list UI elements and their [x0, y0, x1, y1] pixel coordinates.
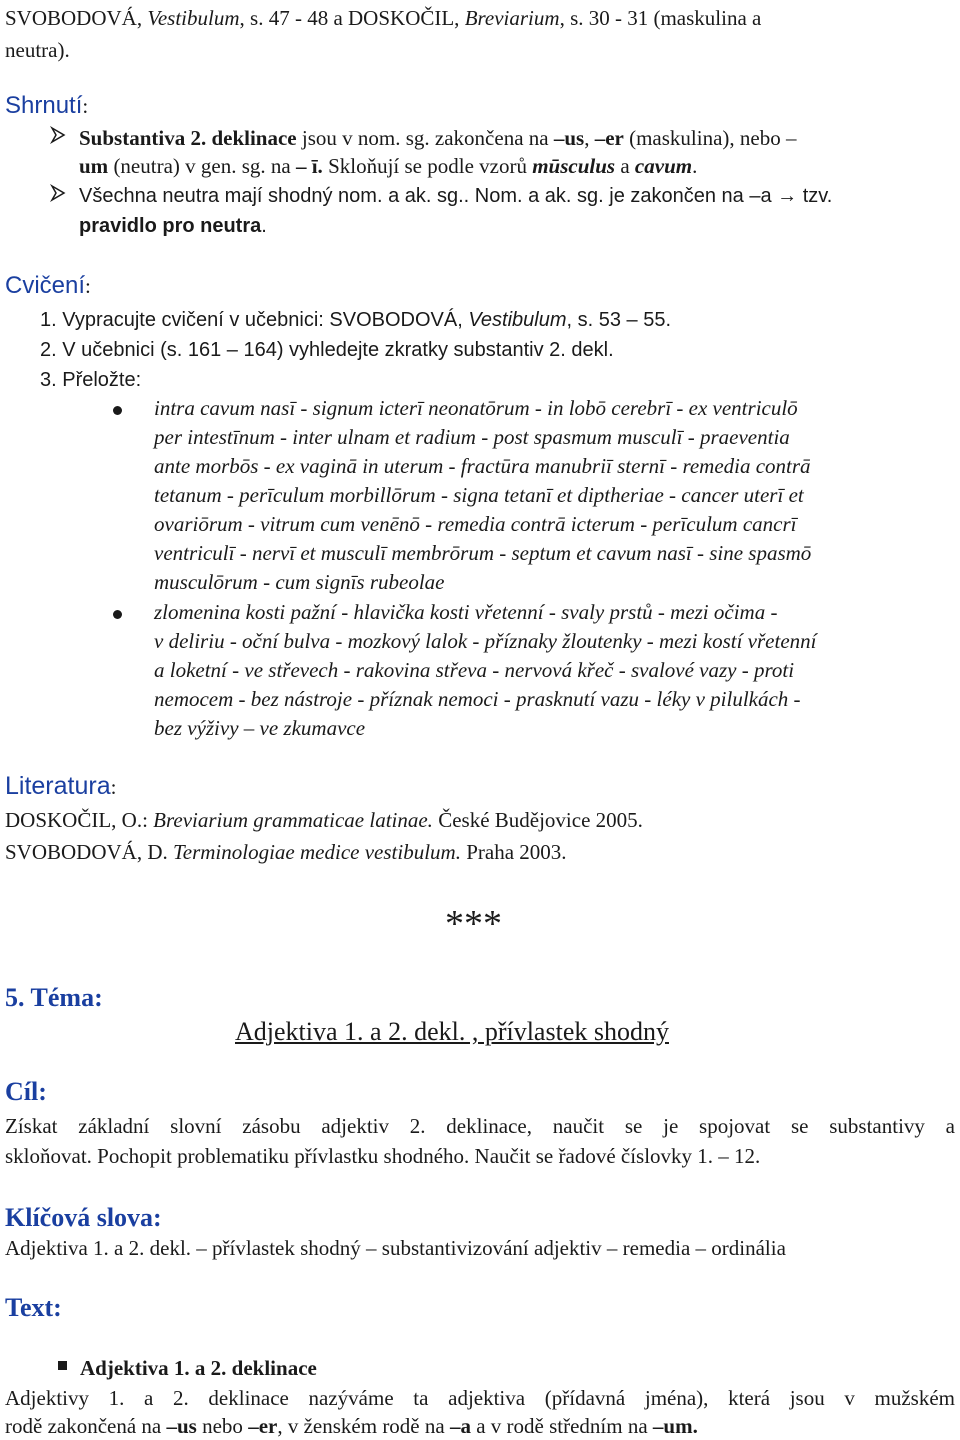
czech-line: [154, 685, 801, 713]
body-text: –us: [166, 1414, 197, 1438]
exercise-heading-text: Cvičení: [5, 272, 86, 299]
body-text: nebo: [196, 1414, 249, 1438]
literature-heading: [5, 772, 116, 801]
heading-colon: :: [110, 775, 117, 799]
latin-line: [154, 539, 811, 567]
summary-text: jsou v nom. sg. zakončena na: [296, 126, 554, 150]
body-text: a v rodě středním na: [470, 1414, 653, 1438]
keywords-label: Klíčová slova:: [5, 1203, 162, 1232]
summary-text: ,: [584, 126, 595, 150]
summary-text: um: [79, 154, 109, 178]
czech-line: [154, 656, 794, 684]
latin-line: [154, 452, 811, 480]
literature-ref-1: [5, 806, 643, 834]
reference-text: SVOBODOVÁ, D.: [5, 840, 174, 864]
reference-text: DOSKOČIL, O.:: [5, 808, 154, 832]
exercise-text: 1. Vypracujte cvičení v učebnici: SVOBODOVÁ,: [40, 309, 469, 331]
summary-text: .: [692, 154, 698, 178]
latin-line: [154, 423, 790, 451]
heading-colon: :: [85, 274, 91, 298]
intro-text: Breviarium: [464, 6, 560, 30]
exercise-text: 2. V učebnici (s. 161 – 164) vyhledejte zkratky substantiv 2. dekl.: [40, 339, 614, 361]
latin-line: [154, 394, 798, 422]
heading-colon: :: [82, 94, 89, 118]
square-bullet-icon: [58, 1361, 67, 1370]
body-text: –um.: [652, 1414, 698, 1438]
round-bullet-icon: [113, 406, 122, 415]
summary-item-1-line-2: [79, 152, 697, 180]
intro-text: SVOBODOVÁ,: [5, 6, 148, 30]
intro-text: , s. 30 - 31 (maskulina a: [559, 6, 762, 30]
reference-text: České Budějovice 2005.: [432, 808, 643, 832]
topic-title: Adjektiva 1. a 2. dekl. , přívlastek shodný: [235, 1017, 669, 1046]
latin-text: musculōrum - cum signīs rubeolae: [154, 570, 445, 594]
summary-text: pravidlo pro neutra: [79, 215, 262, 237]
intro-text: neutra).: [5, 38, 70, 62]
summary-item-2-line-1: [79, 182, 832, 210]
czech-line: [154, 627, 816, 655]
intro-text: , s. 47 - 48 a DOSKOČIL,: [239, 6, 465, 30]
arrowhead-bullet-icon: [50, 184, 66, 207]
summary-text: cavum: [634, 154, 693, 178]
czech-text: nemocem - bez nástroje - příznak nemoci - prasknutí vazu - léky v pilulkách -: [154, 687, 801, 711]
intro-line-2: [5, 36, 70, 64]
exercise-item-1: [40, 306, 671, 334]
exercise-text: 3. Přeložte:: [40, 369, 142, 391]
exercise-item-2: [40, 336, 614, 364]
latin-text: tetanum - perīculum morbillōrum - signa tetanī et diptheriae - cancer uterī et: [154, 483, 804, 507]
exercise-text: , s. 53 – 55.: [566, 309, 672, 331]
intro-line-1: [5, 4, 761, 32]
exercise-item-3: [40, 366, 141, 394]
summary-text: Skloňují se podle vzorů: [322, 154, 533, 178]
goal-line-1: Získat základní slovní zásobu adjektiv 2. deklinace, naučit se je spojovat se substantivy a: [5, 1114, 955, 1138]
round-bullet-icon: [113, 610, 122, 619]
exercise-heading: [5, 272, 91, 300]
summary-text: (maskulina), nebo –: [623, 126, 797, 150]
body-text: rodě zakončená na: [5, 1414, 167, 1438]
summary-item-1-line-1: [79, 124, 796, 152]
summary-text: a: [615, 154, 635, 178]
latin-text: ovariōrum - vitrum cum venēnō - remedia contrā icterum - perīculum cancrī: [154, 512, 797, 536]
text-subheading: Adjektiva 1. a 2. deklinace: [80, 1356, 317, 1380]
body-text: , v ženském rodě na: [277, 1414, 450, 1438]
summary-item-2-line-2: [79, 212, 267, 240]
czech-line: [154, 714, 365, 742]
body-text: –a: [449, 1414, 471, 1438]
latin-text: ventriculī - nervī et musculī membrōrum - septum et cavum nasī - sine spasmō: [154, 541, 812, 565]
summary-text: – ī.: [295, 154, 323, 178]
reference-text: Praha 2003.: [460, 840, 567, 864]
section-separator: ***: [445, 903, 502, 945]
czech-text: bez výživy – ve zkumavce: [154, 716, 366, 740]
reference-text: Terminologiae medice vestibulum.: [173, 840, 461, 864]
body-text: –er: [248, 1414, 278, 1438]
summary-text: (neutra) v gen. sg. na: [108, 154, 296, 178]
text-line-2: [5, 1412, 698, 1440]
summary-text: –er: [594, 126, 624, 150]
czech-text: v deliriu - oční bulva - mozkový lalok - příznaky žloutenky - mezi kostí vřetenní: [154, 629, 817, 653]
arrowhead-bullet-icon: [50, 126, 66, 149]
text-label: Text:: [5, 1293, 62, 1322]
summary-text: .: [261, 215, 267, 237]
czech-text: zlomenina kosti pažní - hlavička kosti vřetenní - svaly prstů - mezi očima -: [154, 600, 778, 624]
summary-text: mūsculus: [532, 154, 616, 178]
intro-text: Vestibulum: [147, 6, 240, 30]
latin-text: ante morbōs - ex vaginā in uterum - fractūra manubriī sternī - remedia contrā: [154, 454, 811, 478]
goal-line-2: skloňovat. Pochopit problematiku přívlastku shodného. Naučit se řadové číslovky 1. – 12.: [5, 1144, 761, 1168]
summary-heading-text: Shrnutí: [5, 92, 83, 119]
latin-line: [154, 481, 804, 509]
summary-heading: [5, 92, 88, 120]
summary-text: –us: [553, 126, 585, 150]
topic-label: 5. Téma:: [5, 983, 103, 1012]
latin-text: per intestīnum - inter ulnam et radium - post spasmum musculī - praeventia: [154, 425, 790, 449]
latin-text: intra cavum nasī - signum icterī neonatōrum - in lobō cerebrī - ex ventriculō: [154, 396, 798, 420]
exercise-text: Vestibulum: [468, 309, 567, 331]
summary-text: Substantiva 2. deklinace: [79, 126, 297, 150]
latin-line: [154, 510, 796, 538]
reference-text: Breviarium grammaticae latinae.: [153, 808, 433, 832]
czech-line: [154, 598, 777, 626]
goal-label: Cíl:: [5, 1077, 47, 1106]
czech-text: a loketní - ve střevech - rakovina střeva - nervová křeč - svalové vazy - proti: [154, 658, 795, 682]
keywords-line: Adjektiva 1. a 2. dekl. – přívlastek shodný – substantivizování adjektiv – remedia – ordinália: [5, 1236, 786, 1260]
text-line-1: Adjektivy 1. a 2. deklinace nazýváme ta adjektiva (přídavná jména), která jsou v mužském: [5, 1386, 955, 1410]
literature-ref-2: [5, 838, 567, 866]
summary-text: Všechna neutra mají shodný nom. a ak. sg.. Nom. a ak. sg. je zakončen na –a → tzv.: [79, 185, 833, 207]
literature-heading-text: Literatura: [5, 772, 111, 800]
latin-line: [154, 568, 444, 596]
